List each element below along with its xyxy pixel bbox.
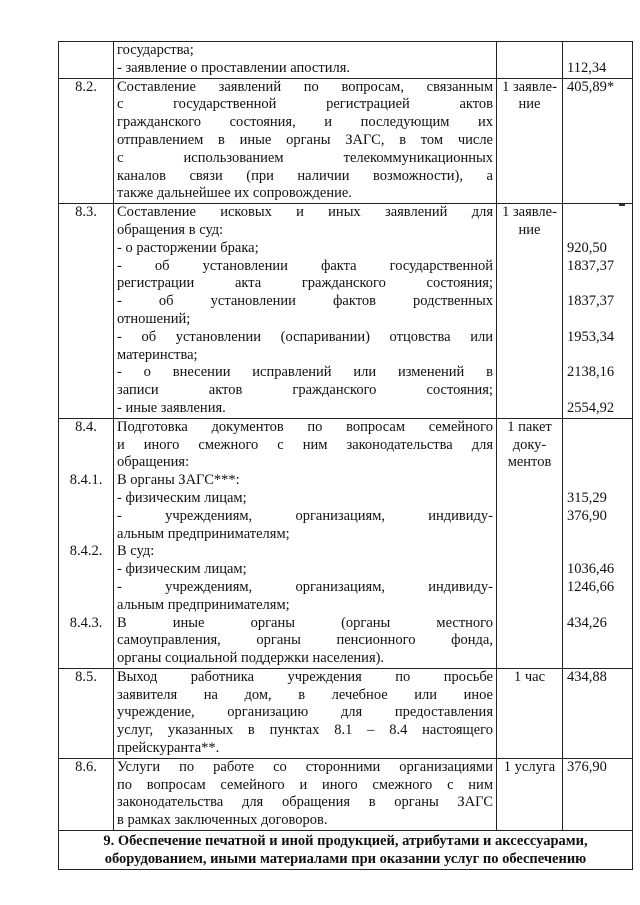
service-description-line: Составление исковых и иных заявлений для <box>117 204 493 221</box>
item-number: 8.4.3. <box>69 614 103 631</box>
item-number-cell <box>59 758 114 830</box>
service-description-line: по вопросам семейного и иного смежного с ним <box>117 776 493 793</box>
service-description-line: регистрации акта гражданского состояния; <box>117 275 493 292</box>
item-number: 8.3. <box>75 204 97 221</box>
service-description-line: - заявление о проставлении апостиля. <box>117 59 350 76</box>
item-number: 8.4.2. <box>69 543 103 560</box>
service-description-line: прейскуранта**. <box>117 740 220 757</box>
service-description-line: самоуправления, органы пенсионного фонда, <box>117 632 493 649</box>
service-description-line: - об установлении факта государственной <box>117 257 493 274</box>
item-number <box>62 579 110 597</box>
item-number <box>62 437 110 455</box>
price-cell <box>563 758 633 830</box>
unit-label: ние <box>518 221 541 238</box>
service-description-cell <box>114 758 497 830</box>
price-value <box>567 597 629 615</box>
table-row <box>59 418 633 668</box>
service-description-line: органы социальной поддержки населения). <box>117 650 385 667</box>
price-cell <box>563 42 633 79</box>
service-description-line: государства; <box>117 42 194 58</box>
price-value: 315,29 <box>567 489 607 506</box>
price-value <box>567 437 629 455</box>
unit-cell <box>497 758 563 830</box>
section-header-row <box>59 831 633 870</box>
item-number: 8.2. <box>75 78 97 95</box>
table-row <box>59 78 633 204</box>
section-heading-line: оборудованием, иными материалами при оказании услуг по обеспечению <box>104 850 587 867</box>
price-cell <box>563 78 633 204</box>
price-value <box>567 311 629 329</box>
unit-label: 1 час <box>513 668 546 685</box>
price-value: 1953,34 <box>567 328 615 345</box>
price-value: 1837,37 <box>567 293 615 310</box>
table-row <box>59 204 633 419</box>
service-description-line: альным предпринимателям; <box>117 525 290 542</box>
price-value <box>567 543 629 561</box>
item-number <box>62 650 110 668</box>
price-value <box>567 454 629 472</box>
service-description-line: - о внесении исправлений или изменений в <box>117 364 493 381</box>
price-value: 2554,92 <box>567 399 615 416</box>
item-number-cell <box>59 418 114 668</box>
price-value <box>567 419 629 437</box>
unit-cell <box>497 204 563 419</box>
item-number <box>62 526 110 544</box>
service-description-cell <box>114 78 497 204</box>
service-description-line: отправлением в иные органы ЗАГС, в том числе <box>117 131 493 148</box>
item-number <box>62 597 110 615</box>
service-description-line: и иного смежного с ним законодательства для <box>117 436 493 453</box>
item-number: 8.5. <box>75 668 97 685</box>
service-description-line: обращения в суд: <box>117 221 224 238</box>
price-table <box>58 41 633 870</box>
unit-label: 1 заявле- <box>502 204 557 221</box>
price-table-body <box>59 42 633 831</box>
item-number: 8.4. <box>75 418 97 435</box>
service-description-line: - об установлении (оспаривании) отцовства или <box>117 328 493 345</box>
price-value: 434,26 <box>567 614 607 631</box>
price-value <box>567 347 629 365</box>
price-value: 1246,66 <box>567 578 615 595</box>
unit-label: ние <box>518 96 541 113</box>
item-number <box>62 490 110 508</box>
service-description-line: заявителя на дом, в лечебное или иное <box>117 686 493 703</box>
service-description-line: законодательства для обращения в органы ЗАГС <box>117 794 493 811</box>
unit-cell <box>497 668 563 758</box>
price-value: 434,88 <box>567 668 607 685</box>
item-number: 8.4.1. <box>69 472 103 489</box>
service-description-cell <box>114 418 497 668</box>
price-value: 920,50 <box>567 239 607 256</box>
service-description-line: также дальнейшее их сопровождение. <box>117 185 352 202</box>
service-description-line: с государственной регистрацией актов <box>117 96 493 113</box>
price-value: 112,34 <box>567 59 607 76</box>
unit-label: доку- <box>512 436 547 453</box>
price-value <box>567 472 629 490</box>
table-row <box>59 42 633 79</box>
service-description-line: материнства; <box>117 346 198 363</box>
service-description-line: в рамках заключенных договоров. <box>117 812 328 829</box>
price-value: 405,89* <box>567 78 615 95</box>
service-description-line: обращения: <box>117 454 190 471</box>
service-description-line: отношений; <box>117 310 191 327</box>
section-heading-line: 9. Обеспечение печатной и иной продукцией, атрибутами и аксессуарами, <box>103 833 588 850</box>
service-description-line: каналов связи (при наличии возможности), а <box>117 167 493 184</box>
service-description-line: услуг, указанных в пунктах 8.1 – 8.4 настоящего <box>117 722 493 739</box>
price-value <box>567 204 629 222</box>
service-description-line: - о расторжении брака; <box>117 239 259 256</box>
unit-label: 1 услуга <box>503 758 556 775</box>
service-description-line: - иные заявления. <box>117 399 226 416</box>
price-value <box>567 222 629 240</box>
item-number <box>62 42 110 60</box>
price-value <box>567 42 629 60</box>
unit-label: 1 пакет <box>507 418 552 435</box>
price-value <box>567 526 629 544</box>
service-description-line: - физическим лицам; <box>117 561 247 578</box>
price-cell <box>563 668 633 758</box>
item-number-cell <box>59 42 114 79</box>
service-description-cell <box>114 204 497 419</box>
unit-label: 1 заявле- <box>502 78 557 95</box>
price-value <box>567 382 629 400</box>
item-number-cell <box>59 78 114 204</box>
item-number <box>62 561 110 579</box>
price-value: 2138,16 <box>567 364 615 381</box>
price-value <box>567 275 629 293</box>
service-description-cell <box>114 42 497 79</box>
service-description-line: - об установлении фактов родственных <box>117 293 493 310</box>
service-description-line: В суд: <box>117 543 155 560</box>
item-number <box>62 632 110 650</box>
service-description-line: В органы ЗАГС***: <box>117 472 240 489</box>
service-description-line: - учреждениям, организациям, индивиду- <box>117 578 493 595</box>
service-description-line: - учреждениям, организациям, индивиду- <box>117 507 493 524</box>
price-cell <box>563 418 633 668</box>
unit-cell <box>497 42 563 79</box>
service-description-line: с использованием телекоммуникационных <box>117 149 493 166</box>
table-row <box>59 668 633 758</box>
section-9-heading <box>59 831 633 870</box>
service-description-line: - физическим лицам; <box>117 489 247 506</box>
service-description-line: записи актов гражданского состояния; <box>117 382 493 399</box>
price-value: 376,90 <box>567 507 607 524</box>
service-description-line: Услуги по работе со сторонними организациями <box>117 758 493 775</box>
unit-cell <box>497 78 563 204</box>
table-row <box>59 758 633 830</box>
service-description-line: Выход работника учреждения по просьбе <box>117 668 493 685</box>
item-number-cell <box>59 204 114 419</box>
item-number <box>62 454 110 472</box>
service-description-line: В иные органы (органы местного <box>117 614 493 631</box>
item-number: 8.6. <box>75 758 97 775</box>
service-description-line: альным предпринимателям; <box>117 596 290 613</box>
price-value: 1036,46 <box>567 561 615 578</box>
service-description-line: гражданского состояния, и последующим их <box>117 114 493 131</box>
price-value: 376,90 <box>567 758 607 775</box>
unit-label: ментов <box>507 454 552 471</box>
item-number <box>62 508 110 526</box>
unit-cell <box>497 418 563 668</box>
price-value: 1837,37 <box>567 257 615 274</box>
margin-mark <box>619 204 625 206</box>
item-number-cell <box>59 668 114 758</box>
service-description-line: Составление заявлений по вопросам, связанным <box>117 78 493 95</box>
service-description-line: Подготовка документов по вопросам семейного <box>117 418 493 435</box>
price-cell <box>563 204 633 419</box>
service-description-cell <box>114 668 497 758</box>
service-description-line: учреждение, организацию для предоставления <box>117 704 493 721</box>
